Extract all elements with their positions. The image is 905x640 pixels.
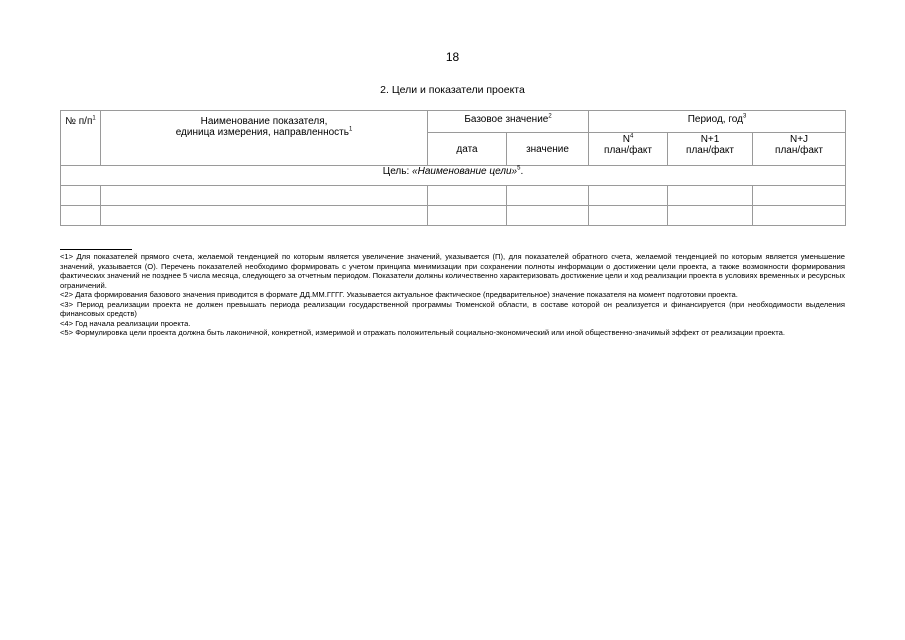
table-cell[interactable] bbox=[589, 186, 668, 206]
goal-sup: 5 bbox=[517, 165, 521, 172]
table-cell[interactable] bbox=[507, 186, 589, 206]
header-year-n-sup: 4 bbox=[629, 133, 634, 140]
header-year-nj bbox=[753, 133, 846, 166]
table-row bbox=[61, 206, 846, 226]
footnote-separator bbox=[60, 249, 132, 250]
goal-suffix: . bbox=[520, 166, 524, 177]
goal-row bbox=[61, 166, 846, 186]
header-period bbox=[589, 111, 846, 133]
goal-prefix: Цель: bbox=[382, 166, 413, 177]
table-row bbox=[61, 186, 846, 206]
header-base bbox=[428, 111, 589, 133]
page-number: 18 bbox=[445, 50, 460, 64]
footnote-5: <5> Формулировка цели проекта должна быть лаконичной, конкретной, измеримой и отражать положительный социально-экономический или иной общественно-значимый эффект от реализации проекта. bbox=[60, 328, 785, 337]
header-name-sup: 1 bbox=[348, 126, 353, 133]
table-cell[interactable] bbox=[61, 186, 101, 206]
goal-name: «Наименование цели» bbox=[412, 166, 518, 177]
header-year-n bbox=[589, 133, 668, 166]
header-period-sup: 3 bbox=[742, 113, 747, 120]
header-period-label: Период, год bbox=[687, 114, 743, 125]
table-cell[interactable] bbox=[668, 186, 753, 206]
table-cell[interactable] bbox=[428, 186, 507, 206]
header-year-nj-sub: план/факт bbox=[775, 145, 823, 156]
table-cell[interactable] bbox=[101, 186, 428, 206]
indicators-table bbox=[60, 110, 846, 226]
footnote-4: <4> Год начала реализации проекта. bbox=[60, 318, 191, 328]
header-num-sup: 1 bbox=[92, 115, 96, 122]
table-cell[interactable] bbox=[668, 206, 753, 226]
header-name bbox=[101, 111, 428, 166]
footnote-1: <1> Для показателей прямого счета, желаемой тенденцией по которым является увеличение значений, указывается (П), для показателей обратного счета, желаемой тенденцией по которым является уменьшение значений, указывается (О). Перечень показателей необходимо формировать с учетом принципа минимизации при сохранении полноты информации о достижении цели проекта, а также возможности формирования фактических значений не позднее 5 числа месяца, следующего за отчетным периодом. Показатели должны количественно характеризовать достижение цели и ход реализации проекта в условиях временных и ресурсных ограничений. bbox=[60, 252, 845, 290]
table-cell[interactable] bbox=[428, 206, 507, 226]
header-value-label: значение bbox=[526, 143, 569, 155]
header-year-n-label: N bbox=[622, 134, 630, 145]
table-cell[interactable] bbox=[753, 186, 846, 206]
header-year-nj-label: N+J bbox=[789, 134, 809, 145]
section-title: 2. Цели и показатели проекта bbox=[380, 84, 525, 96]
table-cell[interactable] bbox=[753, 206, 846, 226]
header-date-label: дата bbox=[456, 143, 478, 155]
goal-cell bbox=[61, 166, 846, 186]
header-value bbox=[507, 133, 589, 166]
footnote-2: <2> Дата формирования базового значения приводится в формате ДД.ММ.ГГГГ. Указывается актуальное фактическое (предварительное) значение показателя на момент подготовки проекта. bbox=[60, 290, 738, 299]
table-cell[interactable] bbox=[101, 206, 428, 226]
header-num bbox=[61, 111, 101, 166]
header-name-line2: единица измерения, направленность bbox=[175, 127, 349, 138]
table-cell[interactable] bbox=[507, 206, 589, 226]
footnotes bbox=[60, 252, 845, 338]
header-year-n-sub: план/факт bbox=[604, 145, 652, 156]
header-date bbox=[428, 133, 507, 166]
header-base-sup: 2 bbox=[548, 113, 552, 120]
header-year-n1 bbox=[668, 133, 753, 166]
header-name-line1: Наименование показателя, bbox=[200, 116, 328, 127]
footnote-3: <3> Период реализации проекта не должен превышать периода реализации государственной программы Тюменской области, в составе которой он реализуется и финансируется (при необходимости выделения финансовых средств) bbox=[60, 299, 845, 318]
header-year-n1-label: N+1 bbox=[700, 134, 720, 145]
table-cell[interactable] bbox=[589, 206, 668, 226]
header-base-label: Базовое значение bbox=[464, 114, 549, 125]
header-year-n1-sub: план/факт bbox=[686, 145, 734, 156]
header-num-label: № п/п bbox=[65, 116, 93, 127]
table-cell[interactable] bbox=[61, 206, 101, 226]
table-header-row bbox=[61, 111, 846, 133]
